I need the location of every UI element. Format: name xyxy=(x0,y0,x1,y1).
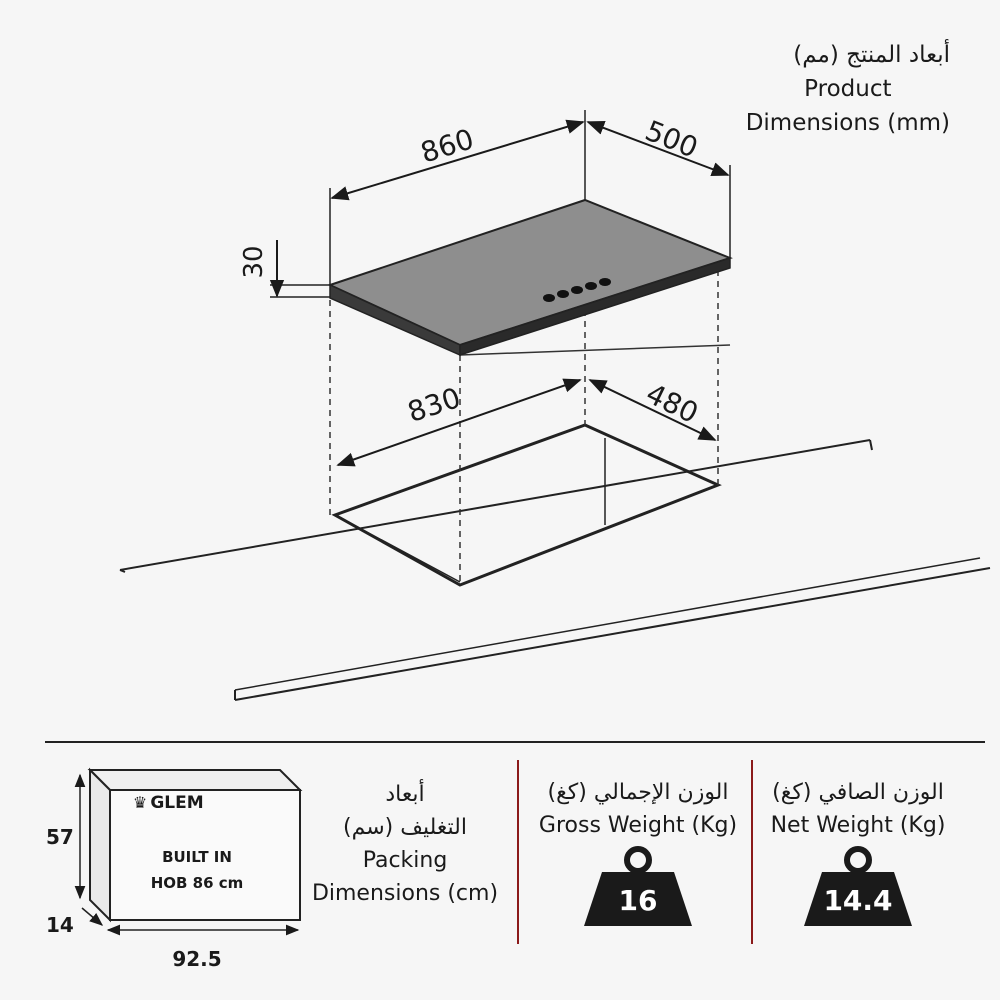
packing-width-label: 92.5 xyxy=(172,947,222,971)
cutout-width-arrow xyxy=(338,380,580,465)
product-depth-label: 500 xyxy=(640,113,703,165)
cutout-width-label: 830 xyxy=(403,381,465,429)
knob-2 xyxy=(557,290,569,298)
product-dimensions-title xyxy=(746,38,950,140)
brand-name: GLEM xyxy=(150,793,204,813)
countertop-outline xyxy=(120,440,990,700)
net-weight-label-en: Net Weight (Kg) xyxy=(770,813,946,838)
packing-depth-label: 14 xyxy=(46,913,74,937)
gross-weight-value: 16 xyxy=(618,884,658,917)
product-height-label: 30 xyxy=(239,245,269,279)
knob-4 xyxy=(585,282,597,290)
box-label-line2: HOB 86 cm xyxy=(150,874,244,892)
packing-height-label: 57 xyxy=(46,825,74,849)
product-title-en-1: Product xyxy=(804,76,892,102)
gross-weight-title xyxy=(528,776,748,842)
product-title-ar: أبعاد المنتج (مم) xyxy=(793,42,950,68)
gross-weight-label-ar: الوزن الإجمالي (كغ) xyxy=(547,780,729,805)
gross-weight-label-en: Gross Weight (Kg) xyxy=(538,813,738,838)
packing-dimensions-title xyxy=(310,778,500,910)
product-width-label: 860 xyxy=(416,122,478,170)
packing-title-en-1: Packing xyxy=(362,848,448,873)
packing-title-ar-2: التغليف (سم) xyxy=(343,815,467,840)
packing-title-ar-1: أبعاد xyxy=(385,782,425,807)
packing-title-en-2: Dimensions (cm) xyxy=(311,881,499,906)
product-title-en-2: Dimensions (mm) xyxy=(745,110,950,136)
box-label-line1: BUILT IN xyxy=(162,848,232,866)
knob-1 xyxy=(543,294,555,302)
countertop-cutout xyxy=(335,425,718,585)
glem-logo xyxy=(133,793,204,813)
crown-icon: ♛ xyxy=(132,793,148,812)
net-weight-title xyxy=(758,776,958,842)
knob-3 xyxy=(571,286,583,294)
cutout-depth-label: 480 xyxy=(640,376,704,431)
hob-body xyxy=(330,200,730,355)
knob-5 xyxy=(599,278,611,286)
net-weight-value: 14.4 xyxy=(823,884,893,917)
net-weight-label-ar: الوزن الصافي (كغ) xyxy=(772,780,944,805)
